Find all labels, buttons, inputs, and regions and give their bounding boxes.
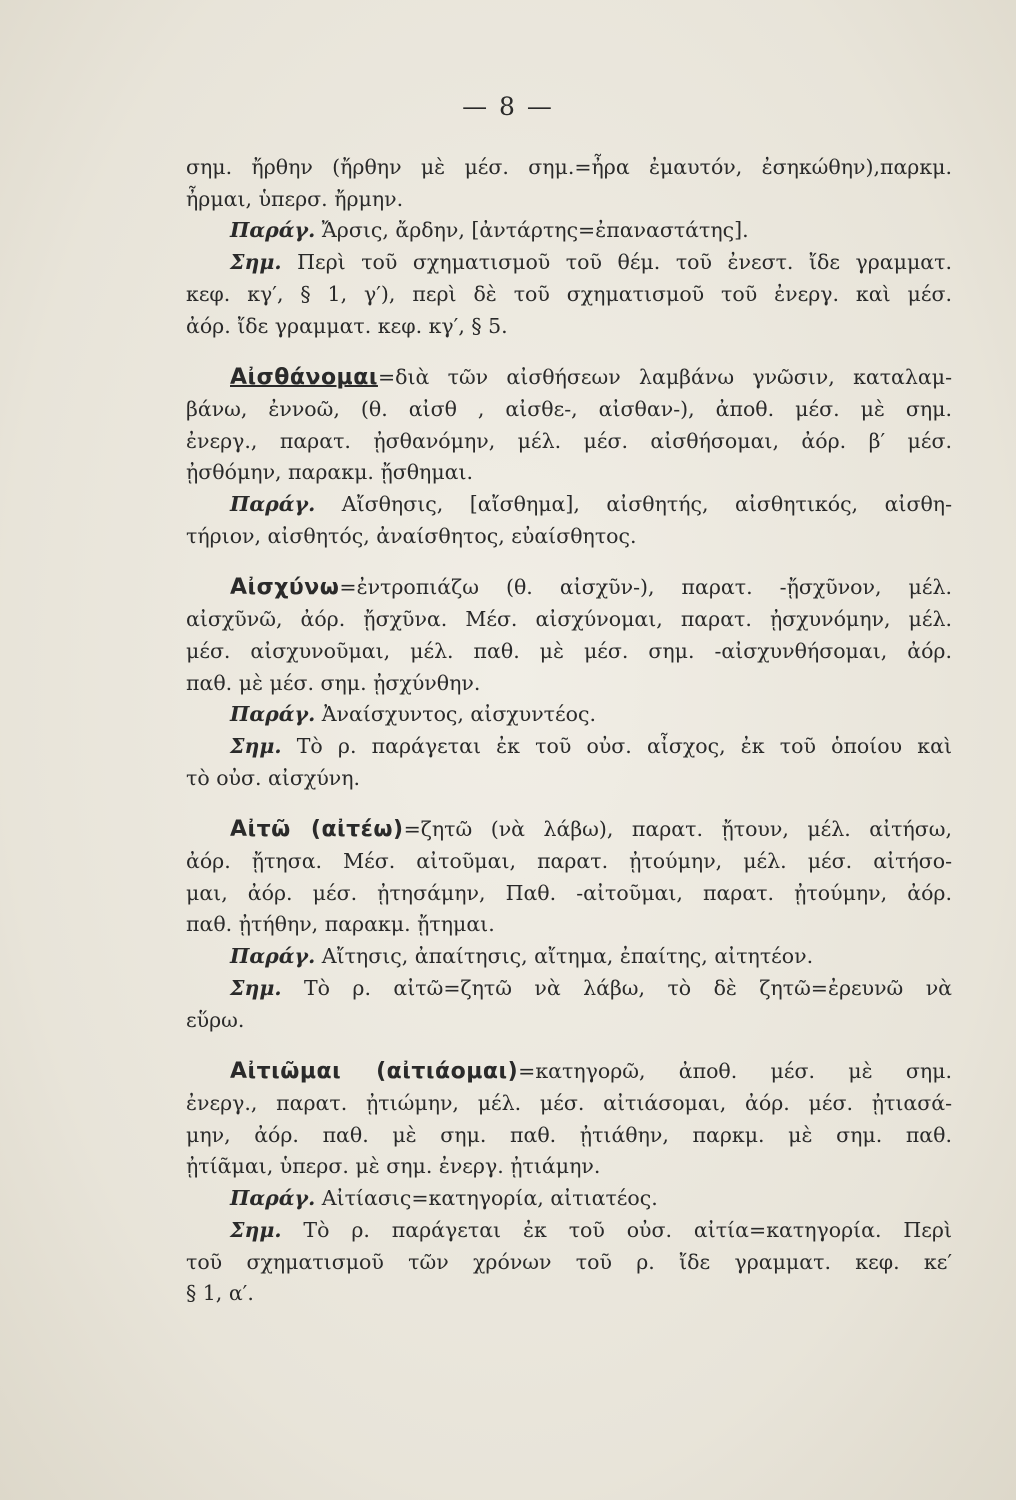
text-line: [186, 394, 952, 426]
line-text: μην, ἀόρ. παθ. μὲ σημ. παθ. ᾐτιάθην, παρκμ. μὲ σημ. παθ.: [186, 1122, 952, 1147]
line-text: αἰσχῦνῶ, ἀόρ. ᾔσχῦνα. Μέσ. αἰσχύνομαι, παρατ. ᾐσχυνόμην, μέλ.: [186, 607, 952, 632]
dictionary-entry: [186, 152, 952, 342]
section-label: Παράγ.: [230, 1186, 316, 1211]
text-line: [186, 1120, 952, 1152]
text-line: [186, 457, 952, 489]
text-line: [186, 731, 952, 763]
line-text: τὸ οὐσ. αἰσχύνη.: [186, 765, 361, 790]
entry-gap: [186, 794, 952, 814]
dictionary-entry: [186, 572, 952, 794]
section-label: Παράγ.: [230, 218, 316, 243]
headword: Αἰσθάνομαι: [230, 365, 378, 391]
text-line: [186, 846, 952, 878]
section-label: Παράγ.: [230, 702, 316, 727]
line-text: τήριον, αἰσθητός, ἀναίσθητος, εὐαίσθητος.: [186, 523, 637, 548]
dictionary-text: [186, 152, 952, 1310]
line-text: ἐνεργ., παρατ. ᾐσθανόμην, μέλ. μέσ. αἰσθήσομαι, ἀόρ. β′ μέσ.: [186, 428, 952, 453]
line-text: § 1, α′.: [186, 1281, 254, 1306]
line-text: βάνω, ἐννοῶ, (θ. αἰσθ , αἰσθε-, αἰσθαν-), ἀποθ. μέσ. μὲ σημ.: [186, 396, 952, 421]
text-line: [186, 1278, 952, 1310]
line-text: =διὰ τῶν αἰσθήσεων λαμβάνω γνῶσιν, καταλαμ-: [377, 365, 952, 390]
line-text: Αἴσθησις, [αἴσθημα], αἰσθητής, αἰσθητικός, αἰσθη-: [315, 492, 952, 517]
text-line: [186, 247, 952, 279]
section-label: Σημ.: [230, 250, 282, 275]
text-line: [186, 572, 952, 604]
text-line: [186, 521, 952, 553]
dictionary-entry: [186, 362, 952, 552]
text-line: [186, 279, 952, 311]
dictionary-entry: [186, 814, 952, 1036]
line-text: παθ. μὲ μέσ. σημ. ᾐσχύνθην.: [186, 670, 481, 695]
line-text: σημ. ἤρθην (ἤρθην μὲ μέσ. σημ.=ἦρα ἐμαυτόν, ἐσηκώθην),παρκμ.: [186, 155, 952, 179]
line-text: Περὶ τοῦ σχηματισμοῦ τοῦ θέμ. τοῦ ἐνεστ. ἴδε γραμματ.: [281, 250, 952, 275]
text-line: [186, 215, 952, 247]
headword: Αἰτῶ (αἰτέω): [230, 817, 404, 843]
text-line: [186, 973, 952, 1005]
dictionary-entry: [186, 1056, 952, 1310]
line-text: =ἐντροπιάζω (θ. αἰσχῦν-), παρατ. -ᾔσχῦνον, μέλ.: [339, 575, 952, 600]
line-text: κεφ. κγ′, § 1, γ′), περὶ δὲ τοῦ σχηματισμοῦ τοῦ ἐνεργ. καὶ μέσ.: [186, 281, 952, 306]
line-text: Τὸ ρ. παράγεται ἐκ τοῦ οὐσ. αἰτία=κατηγορία. Περὶ: [281, 1217, 952, 1242]
text-line: [186, 668, 952, 700]
section-label: Παράγ.: [230, 492, 316, 517]
text-line: [186, 909, 952, 941]
line-text: παθ. ᾐτήθην, παρακμ. ᾔτημαι.: [186, 912, 495, 937]
line-text: ᾐσθόμην, παρακμ. ᾔσθημαι.: [186, 460, 474, 485]
text-line: [186, 699, 952, 731]
text-line: [186, 311, 952, 343]
line-text: ἀόρ. ᾔτησα. Μέσ. αἰτοῦμαι, παρατ. ᾐτούμην, μέλ. μέσ. αἰτήσο-: [186, 849, 952, 874]
line-text: μέσ. αἰσχυνοῦμαι, μέλ. παθ. μὲ μέσ. σημ. -αἰσχυνθήσομαι, ἀόρ.: [186, 638, 952, 663]
text-line: [186, 941, 952, 973]
line-text: =ζητῶ (νὰ λάβω), παρατ. ᾔτουν, μέλ. αἰτήσω,: [403, 817, 952, 842]
section-label: Παράγ.: [230, 944, 316, 969]
entry-gap: [186, 1036, 952, 1056]
line-text: μαι, ἀόρ. μέσ. ᾐτησάμην, Παθ. -αἰτοῦμαι, παρατ. ᾐτούμην, ἀόρ.: [186, 880, 952, 905]
text-line: [186, 152, 952, 184]
text-line: [186, 604, 952, 636]
line-text: Τὸ ρ. παράγεται ἐκ τοῦ οὐσ. αἶσχος, ἐκ τοῦ ὁποίου καὶ: [281, 733, 952, 758]
text-line: [186, 184, 952, 216]
line-text: Αἴτησις, ἀπαίτησις, αἴτημα, ἐπαίτης, αἰτητέον.: [315, 944, 814, 969]
line-text: ἐνεργ., παρατ. ᾐτιώμην, μέλ. μέσ. αἰτιάσομαι, ἀόρ. μέσ. ᾐτιασά-: [186, 1090, 952, 1115]
text-line: [186, 1215, 952, 1247]
text-line: [186, 1088, 952, 1120]
line-text: ᾐτίᾶμαι, ὑπερσ. μὲ σημ. ἐνεργ. ᾐτιάμην.: [186, 1154, 601, 1179]
text-line: [186, 426, 952, 458]
text-line: [186, 1005, 952, 1037]
line-text: τοῦ σχηματισμοῦ τῶν χρόνων τοῦ ρ. ἴδε γραμματ. κεφ. κε′: [186, 1249, 952, 1274]
section-label: Σημ.: [230, 1217, 282, 1242]
entry-gap: [186, 342, 952, 362]
line-text: Αἰτίασις=κατηγορία, αἰτιατέος.: [315, 1186, 658, 1211]
text-line: [186, 362, 952, 394]
line-text: Ἀναίσχυντος, αἰσχυντέος.: [315, 702, 596, 727]
line-text: =κατηγορῶ, ἀποθ. μέσ. μὲ σημ.: [518, 1059, 952, 1084]
page-number: — 8 —: [462, 92, 554, 121]
line-text: εὕρω.: [186, 1007, 245, 1032]
text-line: [186, 636, 952, 668]
headword: Αἰσχύνω: [230, 575, 340, 601]
text-line: [186, 1183, 952, 1215]
text-line: [186, 1247, 952, 1279]
line-text: Ἄρσις, ἄρδην, [ἀντάρτης=ἐπαναστάτης].: [315, 218, 749, 243]
text-line: [186, 489, 952, 521]
text-line: [186, 814, 952, 846]
line-text: Τὸ ρ. αἰτῶ=ζητῶ νὰ λάβω, τὸ δὲ ζητῶ=ἐρευνῶ νὰ: [281, 975, 952, 1000]
section-label: Σημ.: [230, 733, 282, 758]
text-line: [186, 763, 952, 795]
headword: Αἰτιῶμαι (αἰτιάομαι): [230, 1059, 519, 1085]
text-line: [186, 878, 952, 910]
text-line: [186, 1151, 952, 1183]
entry-gap: [186, 552, 952, 572]
section-label: Σημ.: [230, 975, 282, 1000]
text-line: [186, 1056, 952, 1088]
line-text: ἦρμαι, ὑπερσ. ἤρμην.: [186, 186, 404, 211]
line-text: ἀόρ. ἴδε γραμματ. κεφ. κγ′, § 5.: [186, 313, 508, 338]
